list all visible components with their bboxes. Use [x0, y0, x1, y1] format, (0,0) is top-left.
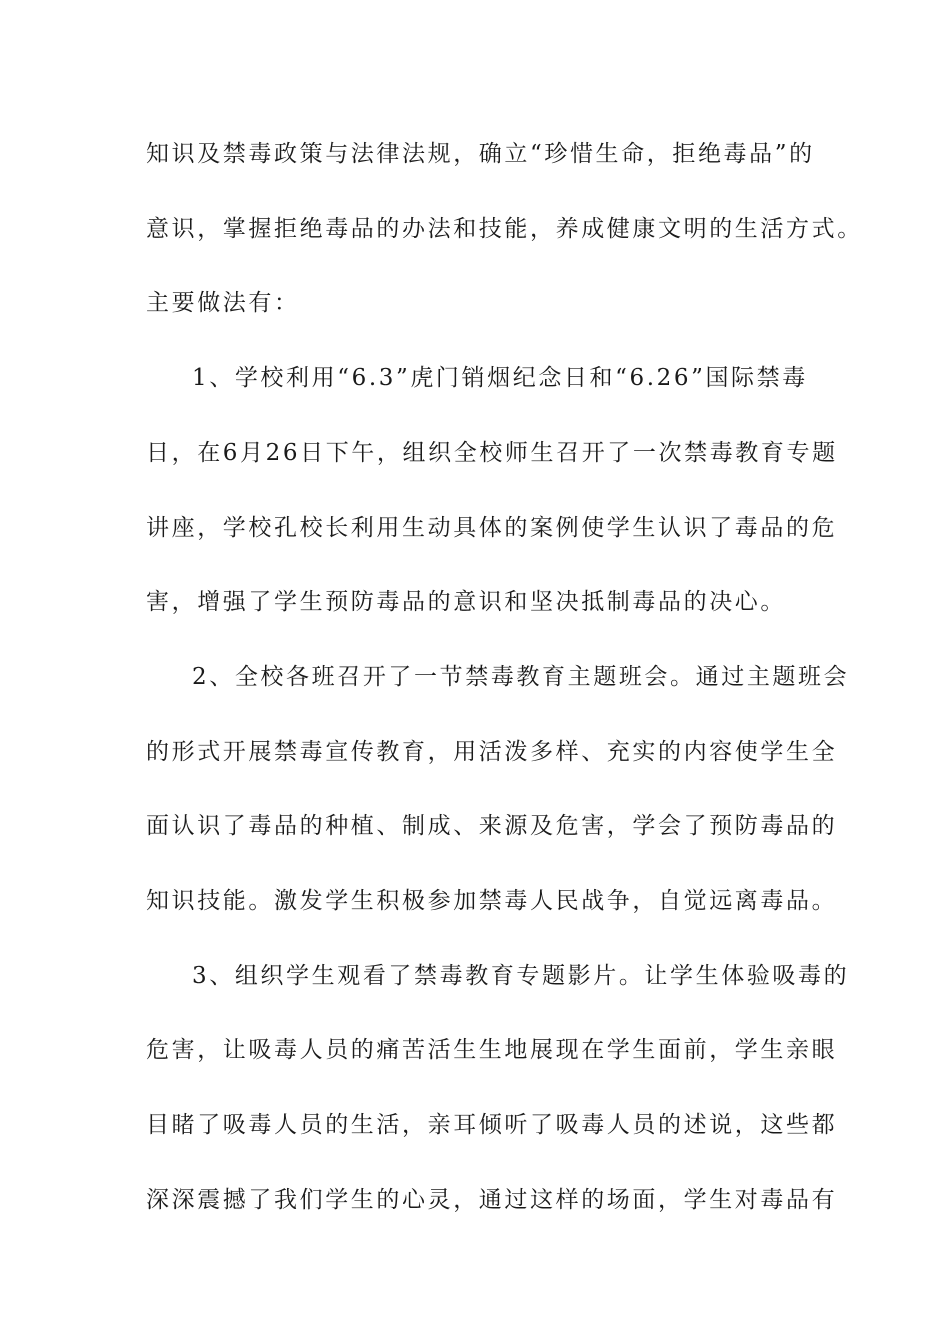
text-line: 主要做法有： [146, 290, 300, 316]
paragraph-2-start: 2、全校各班召开了一节禁毒教育主题班会。通过主题班会 [192, 664, 850, 690]
paragraph-1-start: 1、学校利用“6.3”虎门销烟纪念日和“6.26”国际禁毒 [192, 365, 808, 391]
text-line: 知识及禁毒政策与法律法规，确立“珍惜生命，拒绝毒品”的 [146, 141, 815, 167]
text-line: 的形式开展禁毒宣传教育，用活泼多样、充实的内容使学生全 [146, 739, 838, 765]
text-line: 面认识了毒品的种植、制成、来源及危害，学会了预防毒品的 [146, 813, 838, 839]
text-line: 日，在6月26日下午，组织全校师生召开了一次禁毒教育专题 [146, 440, 838, 466]
text-line: 目睹了吸毒人员的生活，亲耳倾听了吸毒人员的述说，这些都 [146, 1112, 838, 1138]
text-line: 害，增强了学生预防毒品的意识和坚决抵制毒品的决心。 [146, 589, 786, 615]
text-line: 知识技能。激发学生积极参加禁毒人民战争，自觉远离毒品。 [146, 888, 838, 914]
text-line: 深深震撼了我们学生的心灵，通过这样的场面，学生对毒品有 [146, 1187, 838, 1213]
text-line: 讲座，学校孔校长利用生动具体的案例使学生认识了毒品的危 [146, 515, 838, 541]
paragraph-3-start: 3、组织学生观看了禁毒教育专题影片。让学生体验吸毒的 [192, 963, 850, 989]
text-line: 危害，让吸毒人员的痛苦活生生地展现在学生面前，学生亲眼 [146, 1037, 838, 1063]
text-line: 意识，掌握拒绝毒品的办法和技能，养成健康文明的生活方式。 [146, 216, 863, 242]
